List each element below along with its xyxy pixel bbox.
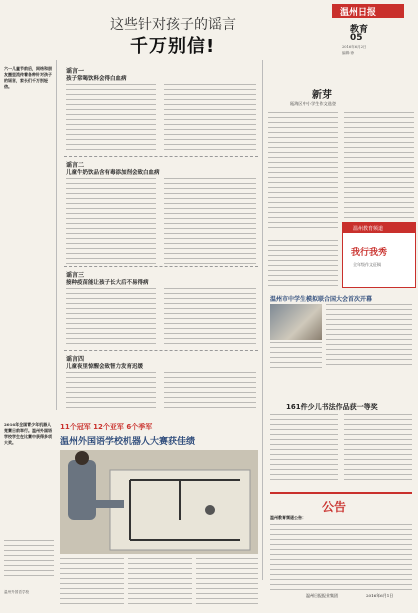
right-lower-top-body bbox=[270, 378, 410, 398]
headline-small: 这些针对孩子的谣言 bbox=[110, 17, 236, 33]
rumor1-subtitle: 孩子常喝饮料会得白血病 bbox=[66, 76, 127, 82]
right-lower-body-2 bbox=[344, 414, 412, 484]
right-lower-title: 161件少儿书法作品获一等奖 bbox=[286, 403, 378, 411]
notice bbox=[266, 492, 416, 610]
center-divider bbox=[262, 60, 263, 580]
right-top bbox=[266, 60, 416, 240]
right-top-body-1 bbox=[268, 112, 338, 232]
notice-title: 公告 bbox=[322, 500, 347, 514]
notice-lead: 温州教育频道公告： bbox=[270, 515, 306, 520]
main-article bbox=[60, 60, 260, 415]
right-mid-photo bbox=[270, 304, 322, 340]
paper-name: 温州日报 bbox=[340, 8, 377, 18]
rumor3-body bbox=[66, 288, 156, 348]
rumor3-body-col2 bbox=[164, 288, 256, 348]
rumor1-title: 谣言一 bbox=[66, 68, 85, 75]
section-name: 教育 bbox=[350, 25, 369, 35]
notice-rule bbox=[270, 492, 412, 494]
editor-line: 编辑:徐 bbox=[342, 51, 354, 55]
bottom-left-credit: 温州外国语学校 bbox=[4, 590, 30, 594]
right-mid-body-2 bbox=[270, 342, 322, 368]
robot-photo-scene bbox=[60, 450, 258, 554]
notice-signature: 温州日报报业集团 bbox=[306, 593, 338, 598]
rumor3-title: 谣言三 bbox=[66, 272, 85, 279]
page-number: 05 bbox=[350, 33, 363, 43]
rumor2-subtitle: 儿童牛奶饮品含有毒添加剂会致白血病 bbox=[66, 170, 160, 176]
rumor4-title: 谣言四 bbox=[66, 356, 85, 363]
notice-date: 2016年6月1日 bbox=[366, 593, 394, 598]
rumor4-subtitle: 儿童夜里惊醒会致智力发育迟缓 bbox=[66, 364, 144, 370]
right-top-subtitle: 瓯海区中小学生作文选登 bbox=[290, 101, 337, 106]
right-top-title: 新芽 bbox=[312, 90, 332, 101]
right-mid-body bbox=[326, 304, 412, 368]
bottom-left-body bbox=[4, 540, 54, 580]
ad-banner-text: 温州教育频道 bbox=[353, 226, 384, 232]
right-mid bbox=[266, 292, 416, 372]
right-mid-title: 温州市中学生模拟联合国大会首次开幕 bbox=[270, 296, 373, 303]
robot-body-1 bbox=[60, 558, 124, 608]
ad-box[interactable] bbox=[342, 222, 416, 288]
bottom-left bbox=[4, 422, 54, 612]
rumor1-body bbox=[66, 84, 156, 154]
ad-line3: 全年级作文征稿 bbox=[353, 262, 381, 267]
robot-body-3 bbox=[196, 558, 258, 608]
rumor4-body bbox=[66, 372, 156, 412]
rumor1-body-col2 bbox=[164, 84, 256, 154]
robot-body-2 bbox=[128, 558, 192, 608]
robot-story bbox=[58, 422, 262, 612]
rumor2-body bbox=[66, 178, 156, 264]
divider-3 bbox=[64, 350, 258, 351]
robot-photo bbox=[60, 450, 258, 554]
headline-big: 千万别信! bbox=[130, 36, 216, 57]
right-lower bbox=[266, 378, 416, 488]
bottom-left-text: 2016年全国青少年机器人竞赛日前举行。温州外国语学校学生在比赛中获得多项大奖。 bbox=[4, 422, 52, 445]
robot-headline: 温州外国语学校机器人大赛获佳绩 bbox=[60, 437, 196, 447]
divider-1 bbox=[64, 156, 258, 157]
masthead bbox=[0, 0, 418, 58]
right-top-body-2 bbox=[344, 112, 414, 222]
ad-banner bbox=[343, 223, 415, 233]
paper-name-block bbox=[332, 4, 404, 18]
right-lower-body-1 bbox=[270, 414, 338, 484]
rumor3-subtitle: 接种疫苗能让孩子长大后不易得病 bbox=[66, 280, 149, 286]
rumor2-title: 谣言二 bbox=[66, 162, 85, 169]
left-intro-text: 六一儿童节前后，网络和朋友圈里流传着各种针对孩子的谣言，家长们千万别轻信。 bbox=[4, 66, 52, 89]
ad-line2: 我行我秀 bbox=[351, 248, 388, 258]
rumor4-body-col2 bbox=[164, 372, 256, 412]
date-line: 2016年6月2日 bbox=[342, 45, 367, 49]
rumor2-body-col2 bbox=[164, 178, 256, 264]
robot-kicker: 11个冠军 12个亚军 6个季军 bbox=[60, 423, 153, 431]
notice-body bbox=[270, 524, 412, 590]
left-divider bbox=[56, 60, 57, 410]
left-intro bbox=[4, 66, 54, 128]
divider-2 bbox=[64, 266, 258, 267]
right-top-body-3 bbox=[268, 240, 338, 290]
